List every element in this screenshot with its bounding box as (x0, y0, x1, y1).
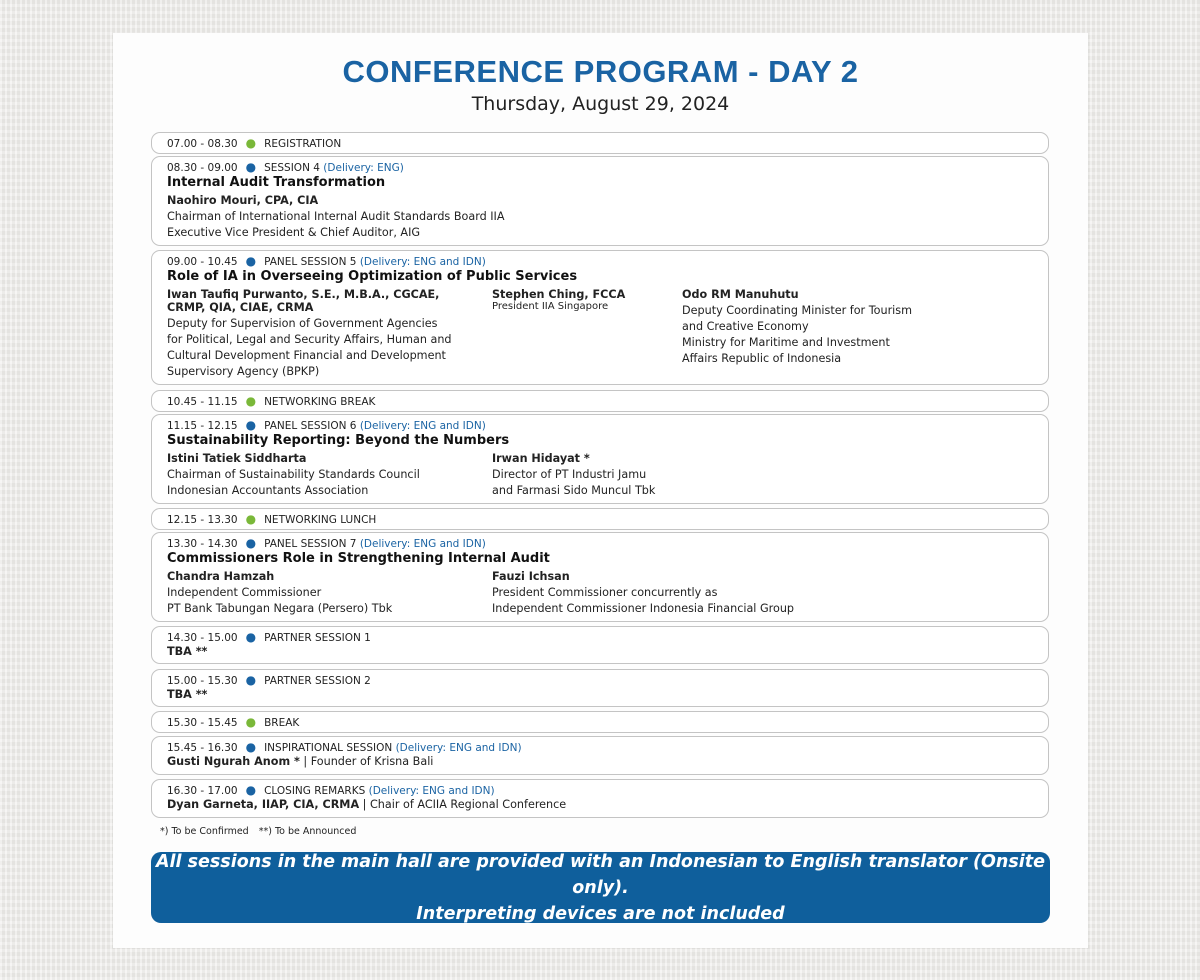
speaker-role-line: Deputy for Supervision of Government Agencies (167, 317, 438, 330)
speaker-role-line: Executive Vice President & Chief Auditor, AIG (167, 226, 421, 239)
session-label: SESSION 4 (264, 162, 320, 174)
page-date: Thursday, August 29, 2024 (471, 93, 730, 115)
speaker-name (167, 288, 439, 314)
bullet-dot-icon: ● (245, 254, 257, 268)
translator-notice-banner (151, 852, 1050, 923)
time: 16.30 - 17.00 (167, 785, 238, 797)
speaker-role-line: Ministry for Maritime and Investment (682, 336, 890, 349)
footnotes (160, 826, 356, 837)
schedule-row-registration (151, 132, 1049, 154)
speaker-role: | Founder of Krisna Bali (303, 755, 434, 768)
schedule-row-session-4 (151, 156, 1049, 246)
time: 15.45 - 16.30 (167, 742, 238, 754)
speaker-name: TBA ** (167, 645, 208, 658)
schedule-row-networking-break (151, 390, 1049, 412)
schedule-row-partner-session-2 (151, 669, 1049, 707)
speaker-role-line: President IIA Singapore (492, 301, 609, 312)
bullet-dot-icon: ● (245, 160, 257, 174)
speaker-role-line: and Farmasi Sido Muncul Tbk (492, 484, 656, 497)
speaker-role-line: Affairs Republic of Indonesia (682, 352, 842, 365)
speaker-name: Irwan Hidayat * (492, 452, 590, 465)
time: 11.15 - 12.15 (167, 420, 238, 432)
time: 15.30 - 15.45 (167, 717, 238, 729)
speaker-role-line: Director of PT Industri Jamu (492, 468, 647, 481)
bullet-dot-icon: ● (245, 715, 257, 729)
session-label: PANEL SESSION 5 (264, 256, 357, 268)
banner-line-1: All sessions in the main hall are provided with an Indonesian to English translator (Onsite only). (155, 851, 1046, 898)
speaker-role-line: Deputy Coordinating Minister for Tourism (682, 304, 913, 317)
speaker-name: Stephen Ching, FCCA (492, 288, 626, 301)
time: 15.00 - 15.30 (167, 675, 238, 687)
delivery-note: (Delivery: ENG and IDN) (359, 538, 486, 550)
speaker-role-line: Cultural Development Financial and Development (167, 349, 446, 362)
session-label: REGISTRATION (264, 138, 342, 150)
bullet-dot-icon: ● (245, 394, 257, 408)
session-label: PANEL SESSION 6 (264, 420, 357, 432)
time: 12.15 - 13.30 (167, 514, 238, 526)
bullet-dot-icon: ● (245, 673, 257, 687)
bullet-dot-icon: ● (245, 512, 257, 526)
speaker-role-line: Chairman of Sustainability Standards Council (167, 468, 420, 481)
delivery-note: (Delivery: ENG and IDN) (368, 785, 495, 797)
delivery-note: (Delivery: ENG and IDN) (359, 420, 486, 432)
banner-line-2: Interpreting devices are not included (416, 903, 785, 924)
speaker-role-line: President Commissioner concurrently as (492, 586, 718, 599)
session-label: INSPIRATIONAL SESSION (264, 742, 393, 754)
speaker-role-line: Indonesian Accountants Association (167, 484, 369, 497)
speaker-role-line: for Political, Legal and Security Affairs, Human and (167, 333, 452, 346)
time: 07.00 - 08.30 (167, 138, 238, 150)
speaker-name: Istini Tatiek Siddharta (167, 452, 307, 465)
time: 13.30 - 14.30 (167, 538, 238, 550)
session-label: PARTNER SESSION 2 (264, 675, 371, 687)
bullet-dot-icon: ● (245, 783, 257, 797)
session-label: NETWORKING BREAK (264, 396, 376, 408)
bullet-dot-icon: ● (245, 740, 257, 754)
schedule-row-panel-session-6 (151, 414, 1049, 504)
speaker-name: Gusti Ngurah Anom * (167, 755, 300, 768)
speaker-role-line: Independent Commissioner Indonesia Financial Group (492, 602, 795, 615)
speaker-role-line: Independent Commissioner (167, 586, 322, 599)
speaker-name-line: Iwan Taufiq Purwanto, S.E., M.B.A., CGCAE, (167, 288, 440, 301)
bullet-dot-icon: ● (245, 418, 257, 432)
speaker-name: Dyan Garneta, IIAP, CIA, CRMA (167, 798, 360, 811)
speaker-role-line: and Creative Economy (682, 320, 809, 333)
bullet-dot-icon: ● (245, 536, 257, 550)
time: 08.30 - 09.00 (167, 162, 238, 174)
delivery-note: (Delivery: ENG and IDN) (395, 742, 522, 754)
session-label: BREAK (264, 717, 300, 729)
time: 14.30 - 15.00 (167, 632, 238, 644)
session-title: Commissioners Role in Strengthening Internal Audit (167, 551, 550, 566)
schedule-row-break (151, 711, 1049, 733)
delivery-note: (Delivery: ENG and IDN) (359, 256, 486, 268)
speaker-name: Chandra Hamzah (167, 570, 275, 583)
time: 09.00 - 10.45 (167, 256, 238, 268)
schedule-row-inspirational-session (151, 736, 1049, 775)
schedule-row-panel-session-5 (151, 250, 1049, 385)
schedule-row-partner-session-1 (151, 626, 1049, 664)
bullet-dot-icon: ● (245, 630, 257, 644)
speaker-role: | Chair of ACIIA Regional Conference (362, 798, 567, 811)
delivery-note: (Delivery: ENG) (323, 162, 404, 174)
session-title: Sustainability Reporting: Beyond the Numbers (167, 433, 510, 448)
footnote-announced: **) To be Announced (258, 826, 357, 837)
speaker-name: Odo RM Manuhutu (682, 288, 799, 301)
session-label: NETWORKING LUNCH (264, 514, 377, 526)
session-label: CLOSING REMARKS (264, 785, 366, 797)
schedule-row-panel-session-7 (151, 532, 1049, 622)
speaker-name: Fauzi Ichsan (492, 570, 570, 583)
schedule-row-closing-remarks (151, 779, 1049, 818)
speaker-role-line: Chairman of International Internal Audit Standards Board IIA (167, 210, 505, 223)
time: 10.45 - 11.15 (167, 396, 238, 408)
bullet-dot-icon: ● (245, 136, 257, 150)
schedule-row-networking-lunch (151, 508, 1049, 530)
speaker-name-line: CRMP, QIA, CIAE, CRMA (167, 301, 314, 314)
speaker-role-line: PT Bank Tabungan Negara (Persero) Tbk (167, 602, 393, 615)
speaker-role-line: Supervisory Agency (BPKP) (167, 365, 320, 378)
footnote-confirmed: *) To be Confirmed (160, 826, 249, 837)
session-label: PANEL SESSION 7 (264, 538, 357, 550)
page-title: CONFERENCE PROGRAM - DAY 2 (342, 54, 859, 89)
session-title: Role of IA in Overseeing Optimization of Public Services (167, 269, 578, 284)
speaker-name: TBA ** (167, 688, 208, 701)
session-title: Internal Audit Transformation (167, 175, 386, 190)
session-label: PARTNER SESSION 1 (264, 632, 371, 644)
speaker-name: Naohiro Mouri, CPA, CIA (167, 194, 319, 207)
